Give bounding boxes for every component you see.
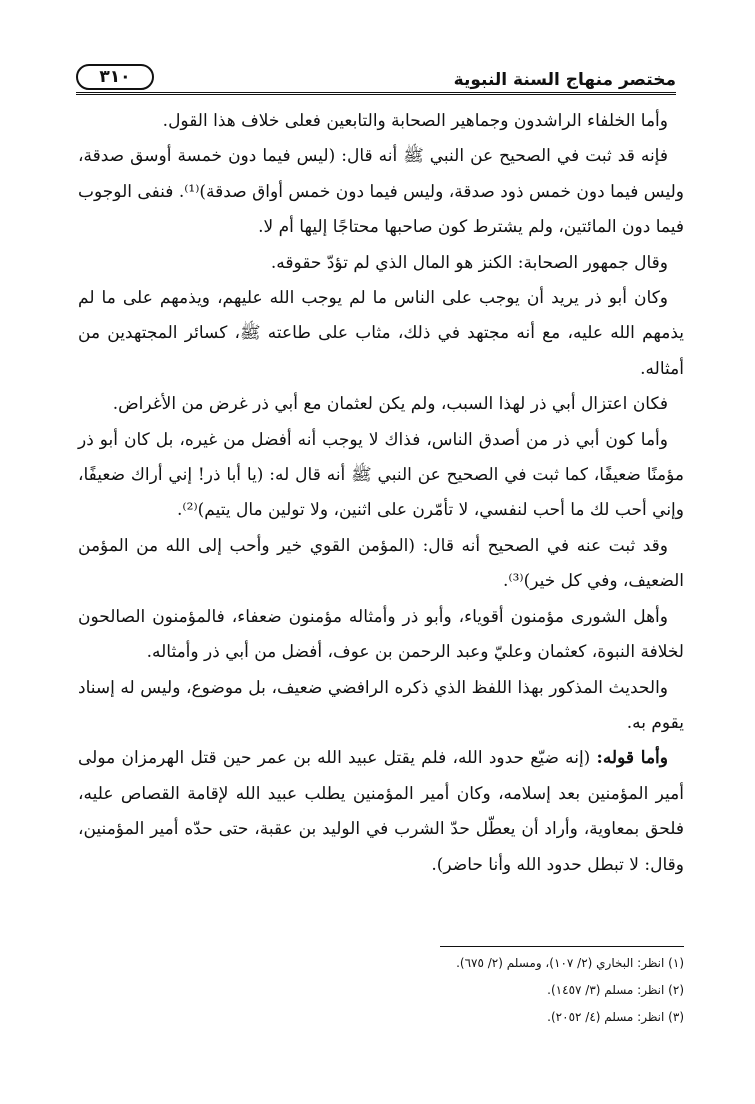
- footnote-separator: [440, 946, 684, 947]
- paragraph-text: فإنه قد ثبت في الصحيح عن النبي ﷺ أنه قال: (ليس فيما دون خمسة أوسق صدقة، وليس فيما دون خمس ذود صدقة، وليس فيما دون خمس أواق صدقة)⁽¹⁾. فنفى الوجوب فيما دون المائتين، ولم يشترط كون صاحبها محتاجًا إليها أم لا.: [78, 146, 684, 238]
- paragraph-text: وقال جمهور الصحابة: الكنز هو المال الذي لم تؤدّ حقوقه.: [270, 252, 668, 273]
- paragraph-text: وأهل الشورى مؤمنون أقوياء، وأبو ذر وأمثاله مؤمنون ضعفاء، فالمؤمنون الصالحون لخلافة النبوة، كعثمان وعليّ وعبد الرحمن بن عوف، أفضل من أبي ذر وأمثاله.: [78, 606, 684, 663]
- paragraph-6: [78, 423, 684, 529]
- footnote-1: (١) انظر: البخاري (٢/ ١٠٧)، ومسلم (٢/ ٦٧٥).: [456, 956, 684, 970]
- page-header: [76, 62, 676, 98]
- paragraph-1: [78, 104, 684, 139]
- footnote-2: (٢) انظر: مسلم (٣/ ١٤٥٧).: [547, 983, 684, 997]
- paragraph-text: وكان أبو ذر يريد أن يوجب على الناس ما لم يوجب الله عليهم، ويذمهم على ما لم يذمهم الله عليه، مع أنه مجتهد في ذلك، مثاب على طاعته ﷺ، كسائر المجتهدين من أمثاله.: [78, 288, 684, 379]
- paragraph-text: وأما كون أبي ذر من أصدق الناس، فذاك لا يوجب أنه أفضل من غيره، بل كان أبو ذر مؤمنًا ضعيفًا، كما ثبت في الصحيح عن النبي ﷺ أنه قال له: (يا أبا ذر! إني أراك ضعيفًا، وإني أحب لك ما أحب لنفسي، لا تأمّرن على اثنين، ولا تولين مال يتيم)⁽²⁾.: [78, 429, 684, 521]
- paragraph-10: [78, 741, 684, 883]
- paragraph-4: [78, 281, 684, 387]
- book-title: مختصر منهاج السنة النبوية: [453, 70, 676, 90]
- paragraph-text: (إنه ضيّع حدود الله، فلم يقتل عبيد الله بن عمر حين قتل الهرمزان مولى أمير المؤمنين بعد إسلامه، وكان أمير المؤمنين يطلب عبيد الله لإقامة القصاص عليه، فلحق بمعاوية، وأراد أن يعطّل حدّ الشرب في الوليد بن عقبة، حتى حدّه أمير المؤمنين، وقال: لا تبطل حدود الله وأنا حاضر).: [78, 748, 684, 875]
- paragraph-text: فكان اعتزال أبي ذر لهذا السبب، ولم يكن لعثمان مع أبي ذر غرض من الأغراض.: [112, 394, 668, 415]
- header-rule: [76, 92, 676, 95]
- paragraph-3: [78, 246, 684, 281]
- paragraph-text: وأما الخلفاء الراشدون وجماهير الصحابة والتابعين فعلى خلاف هذا القول.: [162, 111, 668, 131]
- paragraph-text: والحديث المذكور بهذا اللفظ الذي ذكره الرافضي ضعيف، بل موضوع، وليس له إسناد يقوم به.: [78, 677, 684, 733]
- footnote-3: (٣) انظر: مسلم (٤/ ٢٠٥٢).: [547, 1010, 684, 1024]
- paragraph-2: [78, 139, 684, 245]
- main-text: [78, 104, 684, 883]
- paragraph-8: [78, 600, 684, 671]
- paragraph-7: [78, 529, 684, 600]
- paragraph-9: [78, 671, 684, 742]
- paragraph-text: وقد ثبت عنه في الصحيح أنه قال: (المؤمن القوي خير وأحب إلى الله من المؤمن الضعيف، وفي كل خير)⁽³⁾.: [78, 535, 684, 592]
- footnotes: [78, 950, 684, 1031]
- paragraph-lead: وأما قوله:: [596, 748, 668, 769]
- paragraph-5: [78, 387, 684, 422]
- page-number-badge: ٣١٠: [76, 64, 154, 90]
